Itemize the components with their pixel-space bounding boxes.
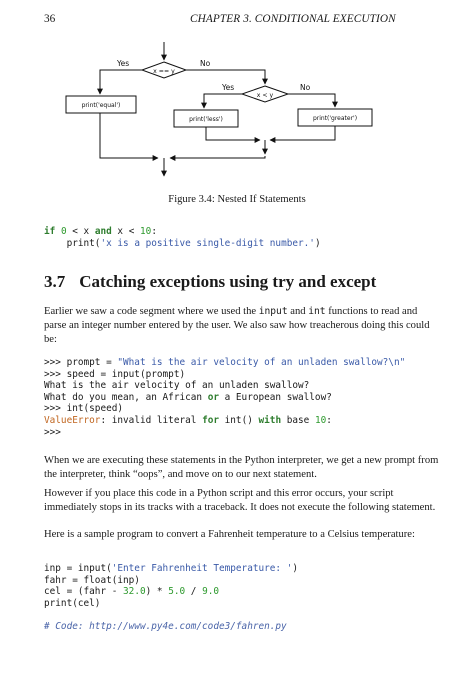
condition-x-lt-y: x < y bbox=[256, 92, 274, 99]
no-branch-2 bbox=[288, 94, 335, 107]
print-greater-text: print('greater') bbox=[312, 115, 358, 122]
code-block-fahrenheit: inp = input('Enter Fahrenheit Temperature: ') fahr = float(inp) cel = (fahr - 32.0) * 5.0 / 9.0 print(cel) # Code: http://www.py4e.com/code3/fahren.py bbox=[44, 563, 299, 632]
condition-x-eq-y: x == y bbox=[153, 68, 175, 75]
label-no-2: No bbox=[300, 83, 311, 92]
label-yes-2: Yes bbox=[222, 83, 235, 92]
section-heading: 3.7 Catching exceptions using try and except bbox=[44, 272, 377, 291]
print-less-text: print('less') bbox=[189, 116, 223, 123]
nested-if-flowchart bbox=[0, 0, 474, 190]
page-number: 36 bbox=[44, 13, 56, 25]
code-block-interpreter: >>> prompt = "What is the air velocity of an unladen swallow?\n" >>> speed = input(prompt) What is the air velocity of an unladen swallow? What do you mean, an African or a European swallow? >>> int(speed) ValueError: invalid literal for int() with base 10: >>> bbox=[44, 357, 406, 438]
paragraph-sample-program: Here is a sample program to convert a Fahrenheit temperature to a Celsius temperature: bbox=[44, 529, 415, 540]
print-equal-text: print('equal') bbox=[81, 102, 121, 109]
code-block-nested-if: if 0 < x and x < 10: print('x is a positive single-digit number.') bbox=[44, 226, 321, 249]
yes-branch-2 bbox=[204, 94, 242, 108]
paragraph-intro: Earlier we saw a code segment where we used the input and int functions to read and parse an integer number entered by the user. We also saw how treacherous doing this could be: bbox=[44, 306, 430, 345]
no-branch-1 bbox=[186, 70, 265, 84]
paragraph-traceback: However if you place this code in a Python script and this error occurs, your script immediately stops in its tracks with a traceback. It does not execute the following statement. bbox=[44, 488, 436, 513]
label-yes-1: Yes bbox=[117, 59, 130, 68]
yes-branch-1 bbox=[100, 70, 142, 94]
label-no-1: No bbox=[200, 59, 211, 68]
chapter-title: CHAPTER 3. CONDITIONAL EXECUTION bbox=[190, 13, 396, 25]
paragraph-oops: When we are executing these statements in the Python interpreter, we get a new prompt from the interpreter, think “oops”, and move on to our next statement. bbox=[44, 455, 439, 480]
figure-caption: Figure 3.4: Nested If Statements bbox=[168, 194, 306, 205]
